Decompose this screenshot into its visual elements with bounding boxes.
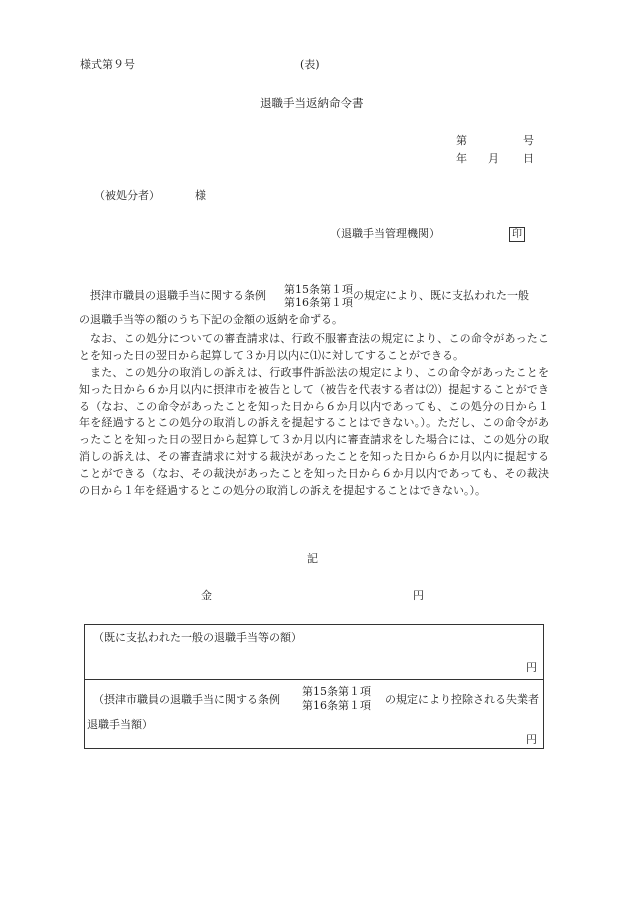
deducted-amount-lead: （摂津市職員の退職手当に関する条例 xyxy=(93,693,280,706)
date-month: 月 xyxy=(488,152,499,165)
deducted-amount-tail: の規定により控除される失業者 xyxy=(385,693,539,706)
order-line-2: の退職手当等の額のうち下記の金額の返納を命ずる。 xyxy=(79,313,343,326)
date-year: 年 xyxy=(456,152,467,165)
deducted-clause-16: 第16条第１項 xyxy=(302,699,371,712)
record-heading: 記 xyxy=(307,552,318,565)
order-clause-16: 第16条第１項 xyxy=(284,296,353,309)
front-side-label: (表) xyxy=(300,58,320,71)
deducted-clause-stack xyxy=(302,685,371,713)
issuing-agency: （退職手当管理機関） xyxy=(330,227,440,240)
order-tail: の規定により、既に支払われた一般 xyxy=(353,289,529,302)
order-lead: 摂津市職員の退職手当に関する条例 xyxy=(90,289,266,302)
deducted-amount-line-2: 退職手当額） xyxy=(87,718,153,731)
doc-number-prefix: 第 xyxy=(456,134,467,147)
deducted-clause-15: 第15条第１項 xyxy=(302,685,371,698)
document-title: 退職手当返納命令書 xyxy=(260,96,364,110)
revocation-suit-paragraph: また、この処分の取消しの訴えは、行政事件訴訟法の規定により、この命令があったことを知った日から６か月以内に摂津市を被告として（被告を代表する者は⑵）提起することができる（なお、この命令があったことを知った日から６か月以内であっても、この処分の日から１年を経過するとこの処分の取消しの訴えを提起することはできない。）。ただし、この命令があったことを知った日の翌日から起算して３か月以内に審査請求をした場合には、この処分の取消しの訴えは、その審査請求に対する裁決があったことを知った日から６か月以内に提起することができる（なお、その裁決があったことを知った日から６か月以内であっても、その裁決の日から１年を経過するとこの処分の取消しの訴えを提起することはできない。）。 xyxy=(79,366,549,497)
addressee-honorific: 様 xyxy=(195,189,206,202)
paid-amount-label: （既に支払われた一般の退職手当等の額） xyxy=(93,631,302,644)
form-number: 様式第９号 xyxy=(80,58,135,71)
table-row-deducted-amount xyxy=(84,679,544,749)
date-day: 日 xyxy=(523,152,534,165)
addressee-label: （被処分者） xyxy=(94,189,160,202)
paid-amount-unit: 円 xyxy=(526,661,537,674)
order-clause-15: 第15条第１項 xyxy=(284,283,353,296)
seal-stamp: 印 xyxy=(509,227,525,242)
amount-unit: 円 xyxy=(413,589,424,602)
review-request-paragraph: なお、この処分についての審査請求は、行政不服審査法の規定により、この命令があったことを知った日の翌日から起算して３か月以内に⑴に対してすることができる。 xyxy=(79,332,549,362)
order-clause-stack xyxy=(284,283,353,309)
amount-label: 金 xyxy=(201,589,212,602)
deducted-amount-unit: 円 xyxy=(526,733,537,746)
table-row-paid-amount xyxy=(84,624,544,680)
doc-number-suffix: 号 xyxy=(523,134,534,147)
